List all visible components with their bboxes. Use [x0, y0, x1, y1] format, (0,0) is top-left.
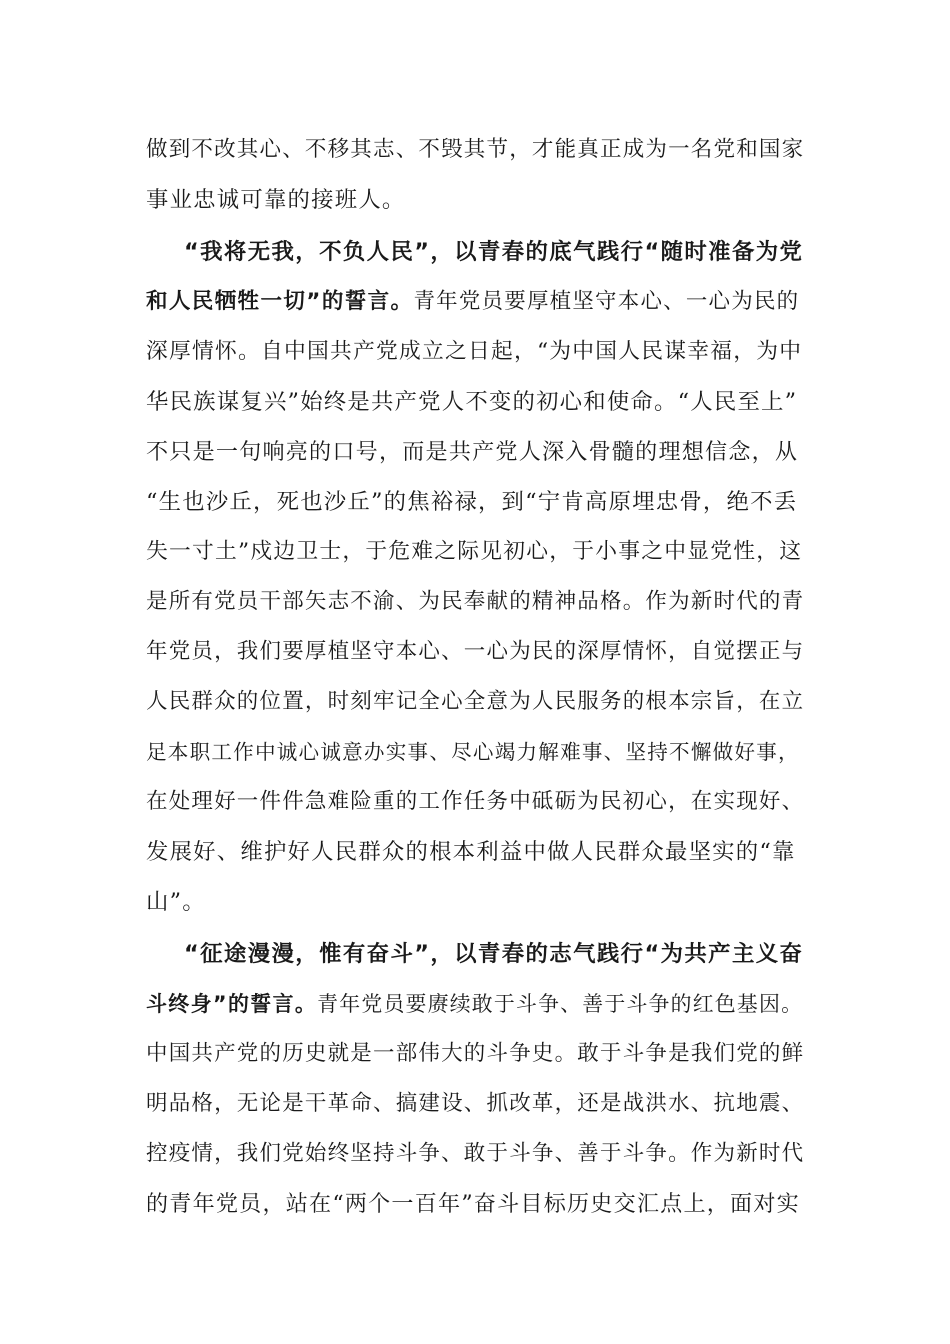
paragraph-2-line-8: 是所有党员干部矢志不渝、为民奉献的精神品格。作为新时代的青 — [146, 589, 805, 614]
paragraph-3-line-2 — [146, 984, 806, 1024]
paragraph-2-line-5: 不只是一句响亮的口号，而是共产党人深入骨髓的理想信念，从 — [146, 439, 799, 465]
paragraph-2-line-14: 山”。 — [146, 889, 206, 915]
paragraph-2-line-13: 发展好、维护好人民群众的根本利益中做人民群众最坚实的“靠 — [146, 839, 796, 865]
paragraph-2-line-3: 深厚情怀。自中国共产党成立之日起，“为中国人民谋幸福，为中 — [146, 339, 803, 364]
paragraph-3-line-4: 明品格，无论是干革命、搞建设、抓改革，还是战洪水、抗地震、 — [146, 1091, 805, 1116]
paragraph-3-line-5: 控疫情，我们党始终坚持斗争、敢于斗争、善于斗争。作为新时代 — [146, 1141, 805, 1166]
paragraph-3-line-3: 中国共产党的历史就是一部伟大的斗争史。敢于斗争是我们党的鲜 — [146, 1041, 805, 1066]
paragraph-2-line-10: 人民群众的位置，时刻牢记全心全意为人民服务的根本宗旨，在立 — [146, 689, 805, 714]
paragraph-2-line-6: “生也沙丘，死也沙丘”的焦裕禄，到“宁肯高原埋忠骨，绝不丢 — [146, 489, 798, 515]
paragraph-3-heading-line-1: “征途漫漫，惟有奋斗”，以青春的志气践行“为共产主义奋 — [184, 941, 804, 967]
paragraph-2-line-7: 失一寸土”戍边卫士，于危难之际见初心，于小事之中显党性，这 — [146, 539, 803, 564]
paragraph-3-line-2-body: 青年党员要赓续敢于斗争、善于斗争的红色基因。 — [317, 992, 804, 1016]
paragraph-3-line-6: 的青年党员，站在“两个一百年”奋斗目标历史交汇点上，面对实 — [146, 1191, 800, 1217]
paragraph-2-heading-line-1: “我将无我，不负人民”，以青春的底气践行“随时准备为党 — [184, 239, 804, 265]
paragraph-2-line-4: 华民族谋复兴”始终是共产党人不变的初心和使命。“人民至上” — [146, 389, 798, 415]
paragraph-3-heading-end: 斗终身”的誓言。 — [146, 992, 318, 1016]
paragraph-2-line-2-body: 青年党员要厚植坚守本心、一心为民的 — [413, 289, 800, 314]
paragraph-1-line-1: 做到不改其心、不移其志、不毁其节，才能真正成为一名党和国家 — [146, 137, 805, 162]
paragraph-2-line-2 — [146, 282, 806, 322]
paragraph-2-line-9: 年党员，我们要厚植坚守本心、一心为民的深厚情怀，自觉摆正与 — [146, 639, 805, 664]
paragraph-1-line-2: 事业忠诚可靠的接班人。 — [146, 187, 406, 213]
paragraph-2-line-11: 足本职工作中诚心诚意办实事、尽心竭力解难事、坚持不懈做好事， — [146, 740, 800, 764]
paragraph-2-heading-end: 和人民牺牲一切”的誓言。 — [146, 289, 414, 314]
paragraph-2-line-12: 在处理好一件件急难险重的工作任务中砥砺为民初心，在实现好、 — [146, 789, 805, 814]
